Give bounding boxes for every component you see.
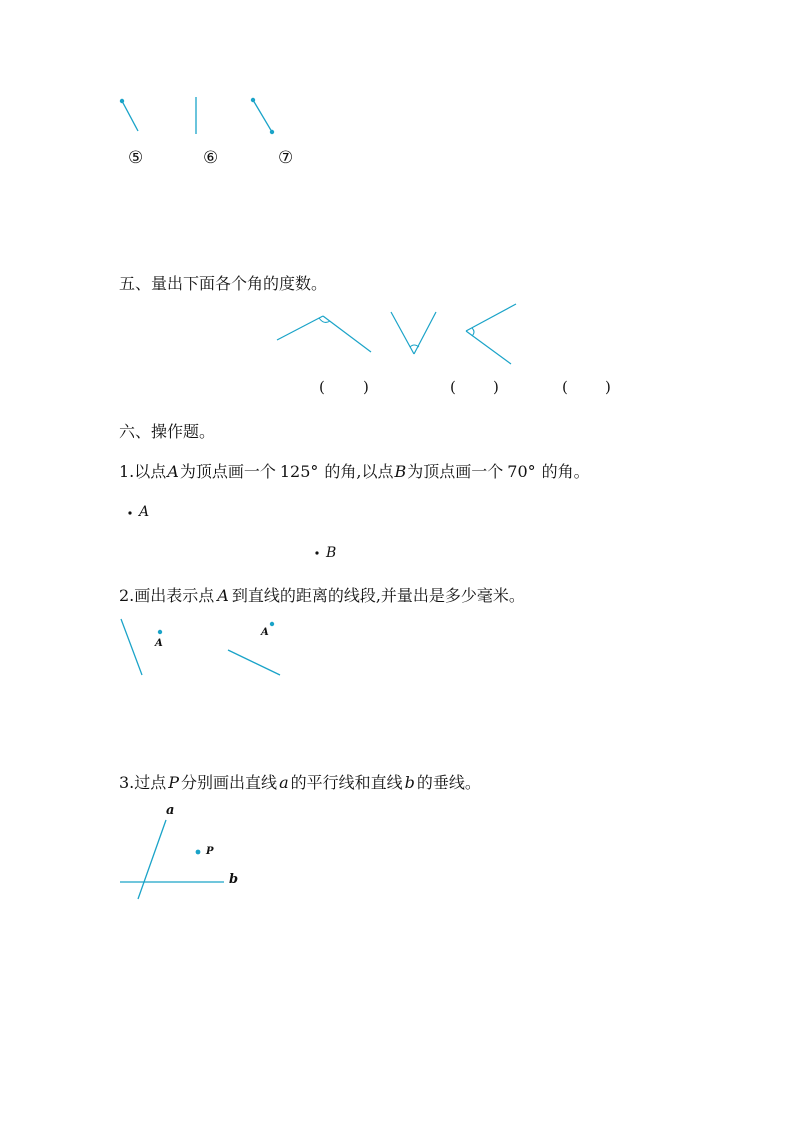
point-p-label: P — [206, 846, 214, 857]
point-b-label: B — [326, 545, 337, 561]
segment-5 — [120, 99, 138, 131]
q2-var-a: A — [217, 586, 229, 605]
angle-figure-2 — [391, 312, 436, 354]
q1-text-5: 的角。 — [541, 462, 590, 481]
section-6-title: 六、操作题。 — [119, 422, 216, 441]
q1-number: 1. — [119, 462, 135, 481]
q3-var-a: a — [279, 773, 289, 792]
q2-point-a-label-1: A — [155, 638, 163, 649]
answer-blank-2-left-paren: ( — [450, 378, 456, 396]
segment-7 — [251, 98, 274, 134]
angle-figure-1 — [277, 316, 371, 352]
q1-text-2: 为顶点画一个 — [179, 462, 276, 481]
answer-blank-1-left-paren: ( — [319, 378, 325, 396]
q2-point-a-label-2: A — [261, 627, 269, 638]
lines-a-b-figure — [120, 820, 224, 899]
question-2 — [119, 586, 525, 606]
answer-blank-3-left-paren: ( — [562, 378, 568, 396]
q3-var-p: P — [168, 773, 180, 792]
question-3 — [119, 773, 481, 793]
q2-text-before: 2.画出表示点 — [119, 586, 215, 605]
section-5-title: 五、量出下面各个角的度数。 — [119, 274, 328, 293]
point-b-dot — [315, 551, 318, 554]
angle-figure-3 — [466, 304, 516, 364]
answer-blank-2-right-paren: ) — [493, 378, 499, 396]
line-a-label: a — [166, 803, 175, 818]
point-a-label: A — [139, 504, 150, 520]
q3-text-3: 的平行线和直线 — [290, 773, 403, 792]
q1-text-3: 的角,以点 — [324, 462, 394, 481]
q1-var-a: A — [167, 462, 179, 481]
answer-blank-3-right-paren: ) — [605, 378, 611, 396]
q2-text-after: 到直线的距离的线段,并量出是多少毫米。 — [231, 586, 525, 605]
segment-number-6: ⑥ — [203, 148, 219, 168]
q3-text-4: 的垂线。 — [416, 773, 481, 792]
q3-var-b: b — [404, 773, 415, 792]
segment-number-5: ⑤ — [128, 148, 144, 168]
q1-var-b: B — [394, 462, 407, 481]
q3-text-2: 分别画出直线 — [181, 773, 278, 792]
question-1 — [119, 462, 590, 482]
q1-degree-1: 125° — [279, 462, 319, 481]
point-a-dot — [128, 511, 131, 514]
q1-degree-2: 70° — [507, 462, 536, 481]
q3-text-before: 3.过点 — [119, 773, 167, 792]
q1-text-4: 为顶点画一个 — [407, 462, 504, 481]
distance-figure-2 — [228, 622, 280, 675]
segment-number-7: ⑦ — [278, 148, 294, 168]
answer-blank-1-right-paren: ) — [363, 378, 369, 396]
line-b-label: b — [229, 872, 239, 887]
q1-text-1: 以点 — [134, 462, 167, 481]
